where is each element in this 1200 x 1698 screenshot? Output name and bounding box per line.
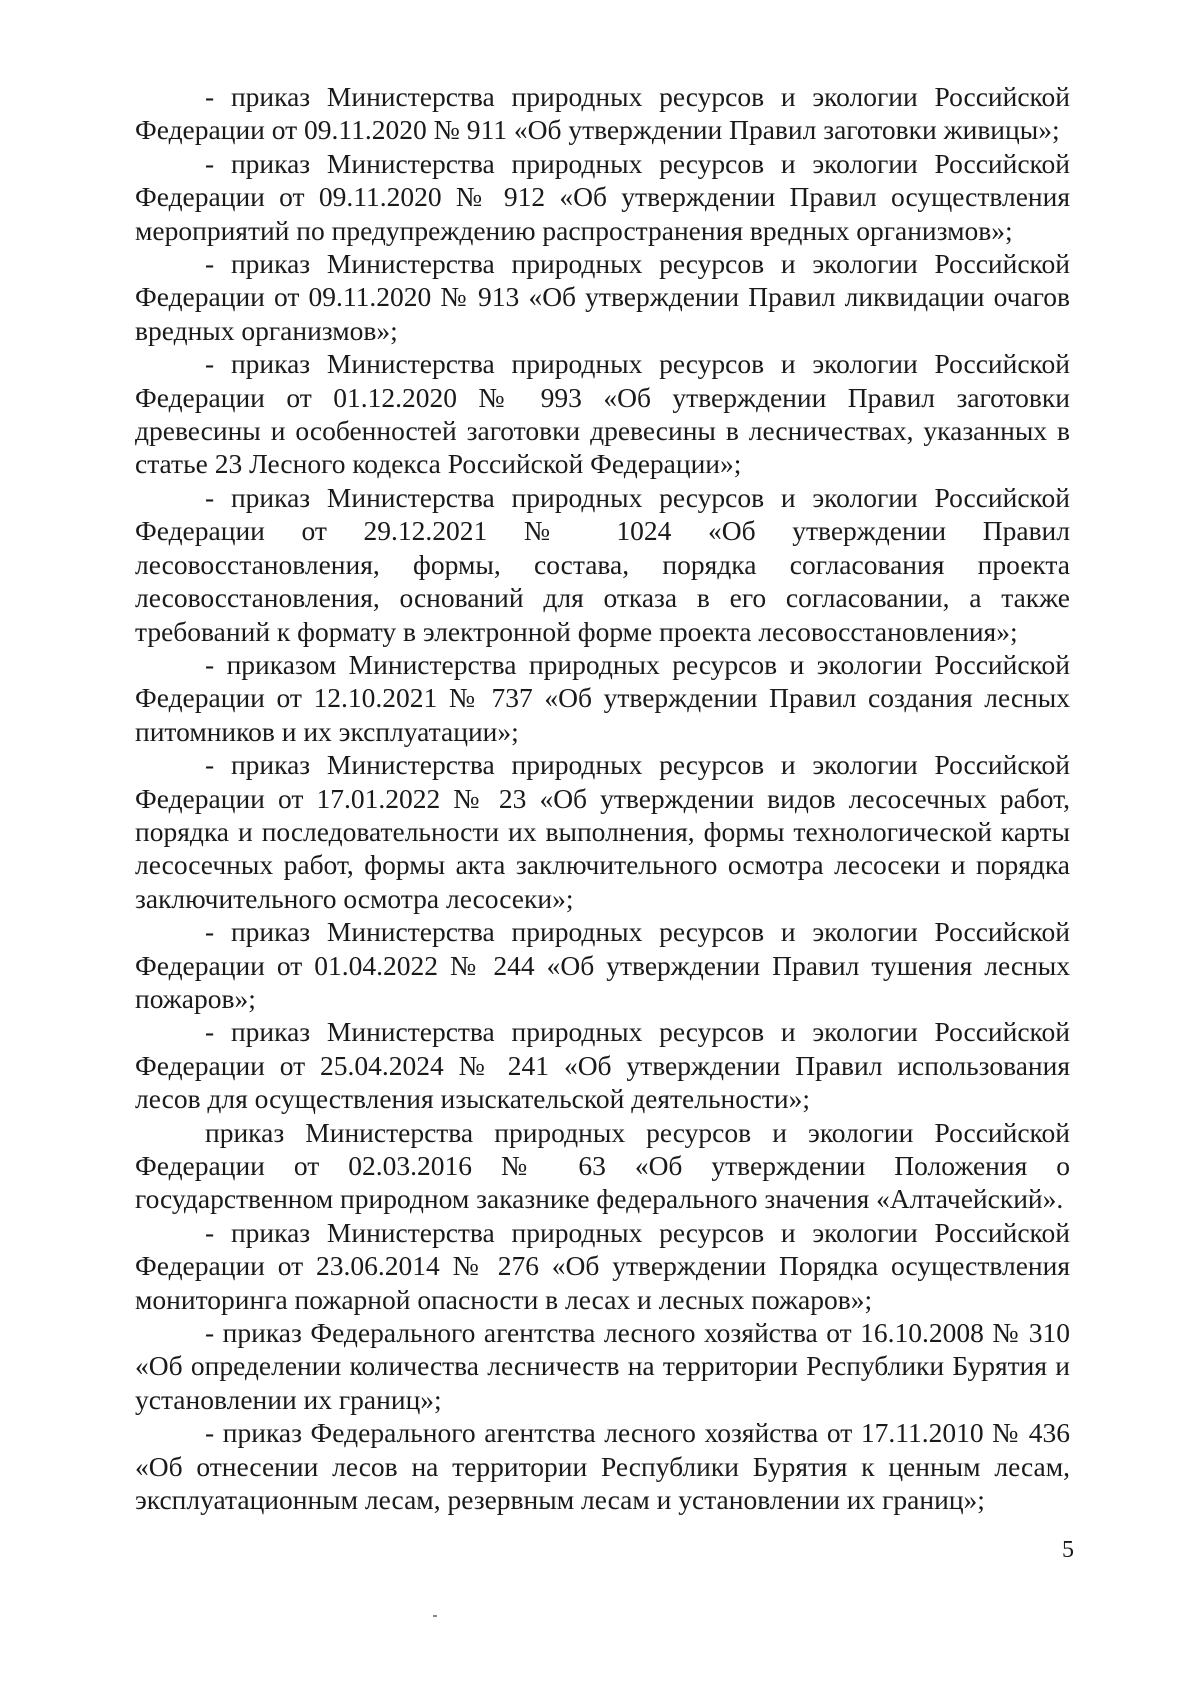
page-number: 5 [1062,1537,1074,1563]
list-item: - приказ Министерства природных ресурсов и экологии Российской Федерации от 01.04.2022 № 244 «Об утверждении Правил тушения лесных пожаров»; [135,916,1070,1014]
list-item: - приказом Министерства природных ресурсов и экологии Российской Федерации от 12.10.2021 № 737 «Об утверждении Правил создания лесных питомников и их эксплуатации»; [135,648,1070,747]
list-item: - приказ Федерального агентства лесного хозяйства от 17.11.2010 № 436 «Об отнесении лесов на территории Республики Бурятия к ценным лесам, эксплуатационным лесам, резервным лесам и установлении их границ»; [135,1417,1070,1516]
list-item: - приказ Министерства природных ресурсов и экологии Российской Федерации от 09.11.2020 № 911 «Об утверждении Правил заготовки живицы»; [135,81,1070,146]
list-item: - приказ Министерства природных ресурсов и экологии Российской Федерации от 25.04.2024 № 241 «Об утверждении Правил использования лесов для осуществления изыскательской деятельности»; [135,1016,1070,1115]
list-item: - приказ Министерства природных ресурсов и экологии Российской Федерации от 09.11.2020 № 913 «Об утверждении Правил ликвидации очагов вредных организмов»; [135,248,1070,346]
list-item: - приказ Федерального агентства лесного хозяйства от 16.10.2008 № 310 «Об определении количества лесничеств на территории Республики Бурятия и установлении их границ»; [135,1317,1070,1415]
document-body [135,80,1070,1516]
list-item: приказ Министерства природных ресурсов и экологии Российской Федерации от 02.03.2016 № 63 «Об утверждении Положения о государственном природном заказнике федерального значения «Алтачейский». [135,1116,1070,1215]
list-item: - приказ Министерства природных ресурсов и экологии Российской Федерации от 23.06.2014 № 276 «Об утверждении Порядка осуществления мониторинга пожарной опасности в лесах и лесных пожаров»; [135,1216,1070,1315]
list-item: - приказ Министерства природных ресурсов и экологии Российской Федерации от 17.01.2022 № 23 «Об утверждении видов лесосечных работ, порядка и последовательности их выполнения, формы технологической карты лесосечных работ, формы акта заключительного осмотра лесосеки и порядка заключительного осмотра лесосеки»; [135,749,1070,914]
list-item: - приказ Министерства природных ресурсов и экологии Российской Федерации от 01.12.2020 № 993 «Об утверждении Правил заготовки древесины и особенностей заготовки древесины в лесничествах, указанных в статье 23 Лесного кодекса Российской Федерации»; [135,348,1070,480]
list-item: - приказ Министерства природных ресурсов и экологии Российской Федерации от 09.11.2020 № 912 «Об утверждении Правил осуществления мероприятий по предупреждению распространения вредных организмов»; [135,147,1070,246]
scan-speck [433,1615,437,1617]
list-item: - приказ Министерства природных ресурсов и экологии Российской Федерации от 29.12.2021 № 1024 «Об утверждении Правил лесовосстановления, формы, состава, порядка согласования проекта лесовосстановления, оснований для отказа в его согласовании, а также требований к формату в электронной форме проекта лесовосстановления»; [135,481,1070,647]
